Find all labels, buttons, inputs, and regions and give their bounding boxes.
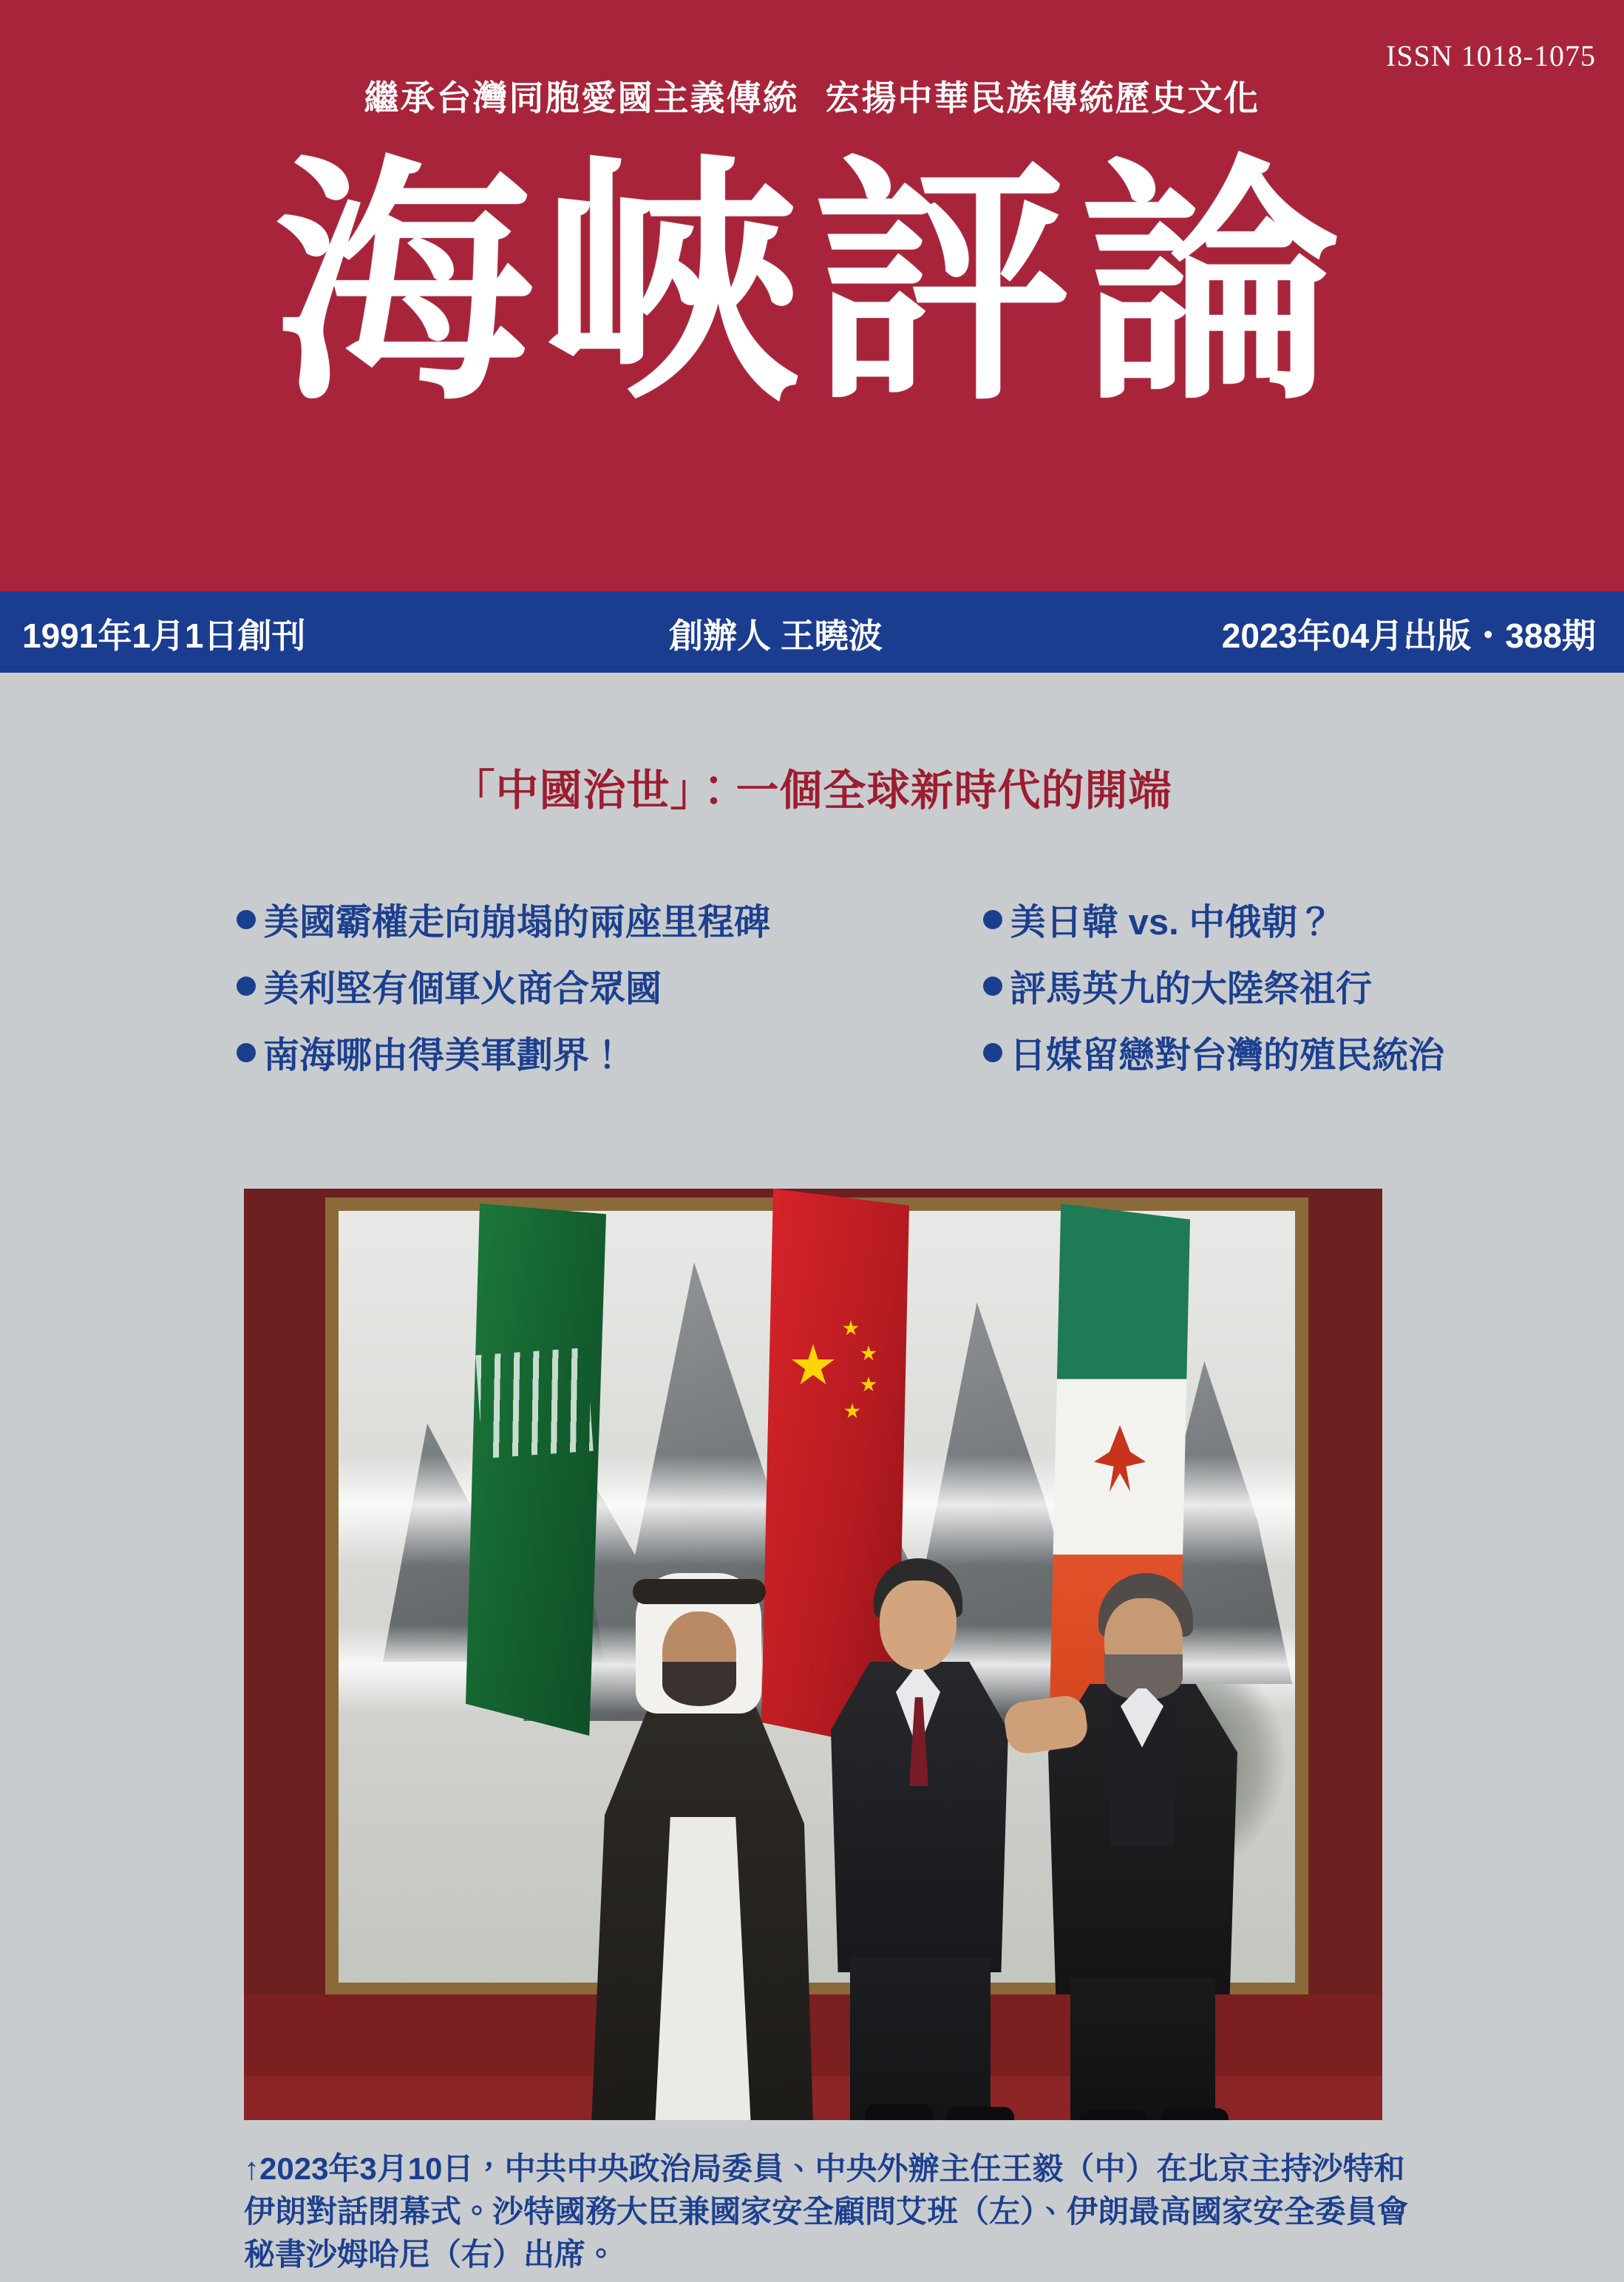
list-item bbox=[983, 965, 1444, 1008]
flag-emblem-icon bbox=[1094, 1425, 1146, 1492]
person-left bbox=[591, 1573, 813, 2120]
issue-info-bar bbox=[0, 591, 1624, 673]
bullet-dot-icon bbox=[983, 1043, 1002, 1062]
shoe bbox=[946, 2107, 1014, 2120]
bullet-dot-icon bbox=[237, 977, 256, 996]
cover-slogan bbox=[0, 71, 1624, 120]
person-right bbox=[1027, 1573, 1257, 2120]
shoe bbox=[1079, 2110, 1147, 2120]
trousers bbox=[1070, 1978, 1215, 2120]
list-item bbox=[237, 965, 770, 1008]
face bbox=[880, 1580, 957, 1671]
flag-star-icon bbox=[860, 1376, 877, 1393]
issue-date: 2023年04月出版・388期 bbox=[1221, 617, 1596, 655]
article-title: 評馬英九的大陸祭祖行 bbox=[1010, 969, 1373, 1009]
trousers bbox=[850, 1957, 991, 2120]
shoe bbox=[865, 2104, 933, 2120]
article-title: 美利堅有個軍火商合眾國 bbox=[263, 969, 662, 1009]
saudi-arabia-flag bbox=[466, 1203, 606, 1736]
list-item bbox=[983, 1031, 1444, 1074]
list-item bbox=[983, 898, 1444, 941]
feature-headline: 「中國治世」：一個全球新時代的開端 bbox=[452, 767, 1172, 815]
article-title: 日媒留戀對台灣的殖民統治 bbox=[1010, 1036, 1445, 1076]
igal-cord bbox=[633, 1579, 766, 1604]
article-title: 南海哪由得美軍劃界！ bbox=[263, 1036, 626, 1076]
founding-date: 1991年1月1日創刊 bbox=[22, 617, 306, 655]
flag-script bbox=[475, 1348, 593, 1458]
slogan-right-text: 宏揚中華民族傳統歷史文化 bbox=[825, 78, 1260, 118]
masthead-banner bbox=[0, 0, 1624, 591]
article-column-right bbox=[983, 898, 1444, 1098]
bullet-dot-icon bbox=[983, 977, 1002, 996]
magazine-title: 海峽評論 bbox=[274, 134, 1350, 435]
person-center bbox=[806, 1558, 1027, 2120]
cover-photo bbox=[244, 1189, 1382, 2120]
list-item bbox=[237, 898, 770, 941]
article-title: 美日韓 vs. 中俄朝？ bbox=[1010, 903, 1334, 943]
flag-star-icon bbox=[844, 1403, 860, 1419]
beard bbox=[662, 1662, 736, 1706]
bullet-dot-icon bbox=[237, 910, 256, 929]
article-title: 美國霸權走向崩塌的兩座里程碑 bbox=[263, 903, 771, 943]
founder-name: 創辦人 王曉波 bbox=[669, 617, 883, 655]
article-column-left bbox=[237, 898, 770, 1098]
thobe-robe bbox=[655, 1817, 751, 2120]
photo-caption: ↑2023年3月10日，中共中央政治局委員、中央外辦主任王毅（中）在北京主持沙特和伊朗對話閉幕式。沙特國務大臣兼國家安全顧問艾班（左）、伊朗最高國家安全委員會秘書沙姆哈尼（右）出席。 bbox=[244, 2151, 1409, 2272]
list-item bbox=[237, 1031, 770, 1074]
bullet-dot-icon bbox=[983, 910, 1002, 929]
issn-number: ISSN 1018-1075 bbox=[1385, 39, 1596, 72]
slogan-left-text: 繼承台灣同胞愛國主義傳統 bbox=[364, 78, 799, 118]
flag-star-icon bbox=[843, 1320, 859, 1337]
photo-scene bbox=[244, 1189, 1382, 2120]
shoe bbox=[1161, 2108, 1229, 2120]
flag-star-icon bbox=[860, 1345, 877, 1362]
flag-star-icon bbox=[791, 1344, 835, 1388]
bullet-dot-icon bbox=[237, 1043, 256, 1062]
